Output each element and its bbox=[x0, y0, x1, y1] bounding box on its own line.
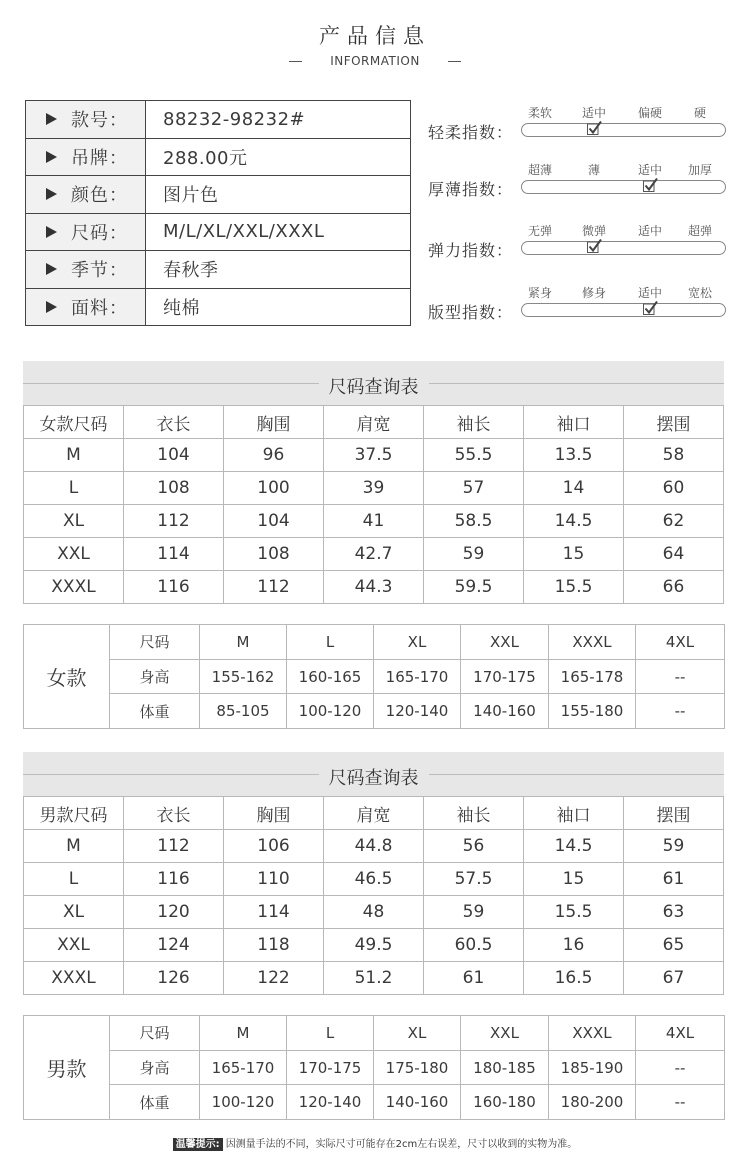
info-key: 颜色： bbox=[71, 185, 128, 207]
table-cell: 116 bbox=[124, 863, 224, 896]
table-cell: 57.5 bbox=[424, 863, 524, 896]
fit-cell: 身高 bbox=[110, 659, 200, 694]
table-cell: 106 bbox=[224, 830, 324, 863]
fit-row bbox=[24, 694, 725, 729]
info-row bbox=[26, 138, 411, 176]
table-cell: 124 bbox=[124, 929, 224, 962]
table-cell: 41 bbox=[324, 505, 424, 538]
table-row bbox=[24, 962, 724, 995]
table-cell: 44.3 bbox=[324, 571, 424, 604]
info-value: 88232-98232# bbox=[146, 101, 411, 139]
table-cell: 114 bbox=[124, 538, 224, 571]
men-size-header bbox=[23, 752, 724, 797]
page-subtitle bbox=[0, 54, 750, 68]
fit-cell: XXL bbox=[461, 1016, 549, 1051]
tip-badge: 温馨提示: bbox=[173, 1138, 223, 1151]
index-option: 超弹 bbox=[687, 224, 713, 238]
info-key-cell bbox=[26, 288, 146, 326]
table-cell: 59 bbox=[624, 830, 724, 863]
table-cell: M bbox=[24, 830, 124, 863]
table-cell: 15.5 bbox=[524, 896, 624, 929]
index-option: 修身 bbox=[581, 286, 607, 300]
table-cell: 114 bbox=[224, 896, 324, 929]
table-cell: XL bbox=[24, 896, 124, 929]
table-cell: 55.5 bbox=[424, 439, 524, 472]
info-key: 款号： bbox=[71, 110, 128, 132]
fit-cell: 185-190 bbox=[549, 1050, 636, 1085]
table-cell: 39 bbox=[324, 472, 424, 505]
table-cell: 60 bbox=[624, 472, 724, 505]
page-title: 产品信息 bbox=[319, 24, 431, 48]
table-cell: 67 bbox=[624, 962, 724, 995]
table-cell: 14 bbox=[524, 472, 624, 505]
fit-cell: 155-180 bbox=[549, 694, 636, 729]
table-cell: XXXL bbox=[24, 962, 124, 995]
checkmark-icon bbox=[586, 120, 602, 136]
table-row bbox=[24, 439, 724, 472]
table-cell: 58.5 bbox=[424, 505, 524, 538]
table-cell: 15 bbox=[524, 863, 624, 896]
column-header: 摆围 bbox=[624, 797, 724, 830]
fit-cell: 165-178 bbox=[549, 659, 636, 694]
fit-cell: 尺码 bbox=[110, 1016, 200, 1051]
column-header: 胸围 bbox=[224, 406, 324, 439]
column-header: 胸围 bbox=[224, 797, 324, 830]
table-row bbox=[24, 896, 724, 929]
triangle-bullet-icon bbox=[46, 263, 57, 275]
fit-cell: 85-105 bbox=[200, 694, 287, 729]
fit-cell: 155-162 bbox=[200, 659, 287, 694]
table-row bbox=[24, 505, 724, 538]
fit-row bbox=[24, 659, 725, 694]
table-cell: 46.5 bbox=[324, 863, 424, 896]
men-fit-table bbox=[23, 1015, 725, 1120]
column-header: 肩宽 bbox=[324, 406, 424, 439]
table-row bbox=[24, 472, 724, 505]
fit-cell: 体重 bbox=[110, 694, 200, 729]
index-option: 超薄 bbox=[527, 163, 553, 177]
table-cell: 63 bbox=[624, 896, 724, 929]
info-key-cell bbox=[26, 101, 146, 139]
index-track bbox=[521, 180, 726, 194]
table-cell: 61 bbox=[624, 863, 724, 896]
table-cell: 16 bbox=[524, 929, 624, 962]
men-size-table bbox=[23, 796, 724, 995]
table-cell: XXL bbox=[24, 538, 124, 571]
divider bbox=[448, 61, 461, 62]
fit-cell: 140-160 bbox=[374, 1085, 461, 1120]
table-cell: 14.5 bbox=[524, 830, 624, 863]
fit-row bbox=[24, 1050, 725, 1085]
table-cell: 66 bbox=[624, 571, 724, 604]
subtitle-text: INFORMATION bbox=[330, 54, 420, 68]
fit-cell: -- bbox=[636, 1050, 725, 1085]
info-row bbox=[26, 251, 411, 289]
fit-cell: 170-175 bbox=[287, 1050, 374, 1085]
column-header: 袖长 bbox=[424, 406, 524, 439]
table-row bbox=[24, 863, 724, 896]
info-value: 春秋季 bbox=[146, 251, 411, 289]
info-value: 图片色 bbox=[146, 176, 411, 214]
index-row bbox=[428, 222, 728, 272]
table-row bbox=[24, 929, 724, 962]
info-row bbox=[26, 288, 411, 326]
checkmark-icon bbox=[642, 177, 658, 193]
fit-cell: XL bbox=[374, 625, 461, 660]
checkmark-icon bbox=[642, 300, 658, 316]
table-cell: 112 bbox=[124, 830, 224, 863]
table-cell: 42.7 bbox=[324, 538, 424, 571]
fit-cell: M bbox=[200, 625, 287, 660]
table-cell: 116 bbox=[124, 571, 224, 604]
fit-cell: 160-180 bbox=[461, 1085, 549, 1120]
fit-cell: -- bbox=[636, 659, 725, 694]
table-row bbox=[24, 830, 724, 863]
table-cell: 13.5 bbox=[524, 439, 624, 472]
fit-cell: XXXL bbox=[549, 1016, 636, 1051]
triangle-bullet-icon bbox=[46, 113, 57, 125]
fit-cell: XXXL bbox=[549, 625, 636, 660]
fit-cell: 体重 bbox=[110, 1085, 200, 1120]
index-option: 偏硬 bbox=[637, 106, 663, 120]
table-cell: 62 bbox=[624, 505, 724, 538]
table-cell: 112 bbox=[224, 571, 324, 604]
triangle-bullet-icon bbox=[46, 226, 57, 238]
fit-row bbox=[24, 625, 725, 660]
fit-cell: 4XL bbox=[636, 1016, 725, 1051]
fit-cell: XXL bbox=[461, 625, 549, 660]
index-option: 微弹 bbox=[581, 224, 607, 238]
women-fit-table bbox=[23, 624, 725, 729]
table-cell: 15.5 bbox=[524, 571, 624, 604]
table-cell: 64 bbox=[624, 538, 724, 571]
table-cell: 48 bbox=[324, 896, 424, 929]
table-cell: 58 bbox=[624, 439, 724, 472]
size-header-row bbox=[24, 406, 724, 439]
fit-cell: 身高 bbox=[110, 1050, 200, 1085]
index-track bbox=[521, 123, 726, 137]
table-cell: 120 bbox=[124, 896, 224, 929]
info-key-cell bbox=[26, 176, 146, 214]
table-cell: 118 bbox=[224, 929, 324, 962]
info-row bbox=[26, 101, 411, 139]
table-cell: 61 bbox=[424, 962, 524, 995]
table-cell: 15 bbox=[524, 538, 624, 571]
table-cell: 59 bbox=[424, 538, 524, 571]
size-header-row bbox=[24, 797, 724, 830]
index-option: 柔软 bbox=[527, 106, 553, 120]
table-row bbox=[24, 571, 724, 604]
info-key-cell bbox=[26, 213, 146, 251]
table-cell: 49.5 bbox=[324, 929, 424, 962]
table-cell: 56 bbox=[424, 830, 524, 863]
fit-cell: XL bbox=[374, 1016, 461, 1051]
index-option: 适中 bbox=[637, 224, 663, 238]
index-option: 适中 bbox=[637, 163, 663, 177]
women-size-table bbox=[23, 405, 724, 604]
fit-cell: 120-140 bbox=[374, 694, 461, 729]
column-header: 女款尺码 bbox=[24, 406, 124, 439]
fit-cell: 165-170 bbox=[374, 659, 461, 694]
index-row bbox=[428, 104, 728, 154]
checkmark-icon bbox=[586, 238, 602, 254]
table-cell: 57 bbox=[424, 472, 524, 505]
table-row bbox=[24, 538, 724, 571]
table-cell: 108 bbox=[224, 538, 324, 571]
fit-cell: M bbox=[200, 1016, 287, 1051]
index-track bbox=[521, 303, 726, 317]
table-cell: 104 bbox=[124, 439, 224, 472]
table-cell: M bbox=[24, 439, 124, 472]
table-cell: 96 bbox=[224, 439, 324, 472]
column-header: 袖长 bbox=[424, 797, 524, 830]
index-row bbox=[428, 161, 728, 211]
table-cell: 37.5 bbox=[324, 439, 424, 472]
table-cell: XL bbox=[24, 505, 124, 538]
info-key: 面料： bbox=[71, 297, 128, 319]
table-cell: 110 bbox=[224, 863, 324, 896]
tip-note bbox=[0, 1135, 750, 1150]
fit-label: 女款 bbox=[24, 625, 110, 729]
table-cell: 59 bbox=[424, 896, 524, 929]
index-option: 适中 bbox=[637, 286, 663, 300]
info-key-cell bbox=[26, 251, 146, 289]
info-row bbox=[26, 213, 411, 251]
fit-cell: 100-120 bbox=[287, 694, 374, 729]
table-cell: 51.2 bbox=[324, 962, 424, 995]
info-key-cell bbox=[26, 138, 146, 176]
triangle-bullet-icon bbox=[46, 151, 57, 163]
table-cell: 108 bbox=[124, 472, 224, 505]
index-option: 适中 bbox=[581, 106, 607, 120]
table-cell: 60.5 bbox=[424, 929, 524, 962]
fit-cell: 180-185 bbox=[461, 1050, 549, 1085]
index-option: 紧身 bbox=[527, 286, 553, 300]
info-value: 288.00元 bbox=[146, 138, 411, 176]
column-header: 摆围 bbox=[624, 406, 724, 439]
fit-row bbox=[24, 1016, 725, 1051]
men-size-title: 尺码查询表 bbox=[319, 768, 429, 789]
table-cell: 100 bbox=[224, 472, 324, 505]
fit-cell: 4XL bbox=[636, 625, 725, 660]
index-option: 硬 bbox=[693, 106, 707, 120]
fit-cell: -- bbox=[636, 694, 725, 729]
info-key: 吊牌： bbox=[71, 147, 128, 169]
table-cell: 14.5 bbox=[524, 505, 624, 538]
table-cell: 59.5 bbox=[424, 571, 524, 604]
index-label: 轻柔指数： bbox=[428, 123, 514, 142]
table-cell: 126 bbox=[124, 962, 224, 995]
index-label: 版型指数： bbox=[428, 303, 514, 322]
index-option: 宽松 bbox=[687, 286, 713, 300]
table-cell: 44.8 bbox=[324, 830, 424, 863]
index-option: 无弹 bbox=[527, 224, 553, 238]
fit-cell: 170-175 bbox=[461, 659, 549, 694]
column-header: 肩宽 bbox=[324, 797, 424, 830]
table-cell: 16.5 bbox=[524, 962, 624, 995]
tip-text: 因测量手法的不同，实际尺寸可能存在2cm左右误差，尺寸以收到的实物为准。 bbox=[225, 1139, 578, 1150]
fit-cell: 175-180 bbox=[374, 1050, 461, 1085]
fit-label: 男款 bbox=[24, 1016, 110, 1120]
fit-cell: -- bbox=[636, 1085, 725, 1120]
fit-cell: 120-140 bbox=[287, 1085, 374, 1120]
info-value: 纯棉 bbox=[146, 288, 411, 326]
index-option: 加厚 bbox=[687, 163, 713, 177]
divider bbox=[289, 61, 302, 62]
fit-cell: L bbox=[287, 625, 374, 660]
table-cell: 112 bbox=[124, 505, 224, 538]
fit-cell: 165-170 bbox=[200, 1050, 287, 1085]
index-option: 薄 bbox=[587, 163, 601, 177]
info-key: 尺码： bbox=[71, 222, 128, 244]
table-cell: XXL bbox=[24, 929, 124, 962]
fit-cell: 尺码 bbox=[110, 625, 200, 660]
fit-cell: 140-160 bbox=[461, 694, 549, 729]
info-key: 季节： bbox=[71, 260, 128, 282]
table-cell: L bbox=[24, 472, 124, 505]
fit-cell: 180-200 bbox=[549, 1085, 636, 1120]
fit-cell: L bbox=[287, 1016, 374, 1051]
fit-row bbox=[24, 1085, 725, 1120]
women-size-header bbox=[23, 361, 724, 406]
info-row bbox=[26, 176, 411, 214]
column-header: 男款尺码 bbox=[24, 797, 124, 830]
table-cell: 104 bbox=[224, 505, 324, 538]
index-row bbox=[428, 284, 728, 334]
index-label: 弹力指数： bbox=[428, 241, 514, 260]
column-header: 袖口 bbox=[524, 406, 624, 439]
column-header: 衣长 bbox=[124, 406, 224, 439]
fit-cell: 100-120 bbox=[200, 1085, 287, 1120]
table-cell: 122 bbox=[224, 962, 324, 995]
column-header: 袖口 bbox=[524, 797, 624, 830]
triangle-bullet-icon bbox=[46, 188, 57, 200]
women-size-title: 尺码查询表 bbox=[319, 377, 429, 398]
fit-cell: 160-165 bbox=[287, 659, 374, 694]
info-value: M/L/XL/XXL/XXXL bbox=[146, 213, 411, 251]
table-cell: L bbox=[24, 863, 124, 896]
index-track bbox=[521, 241, 726, 255]
table-cell: XXXL bbox=[24, 571, 124, 604]
triangle-bullet-icon bbox=[46, 301, 57, 313]
index-label: 厚薄指数： bbox=[428, 180, 514, 199]
product-info-table bbox=[25, 100, 411, 326]
column-header: 衣长 bbox=[124, 797, 224, 830]
table-cell: 65 bbox=[624, 929, 724, 962]
